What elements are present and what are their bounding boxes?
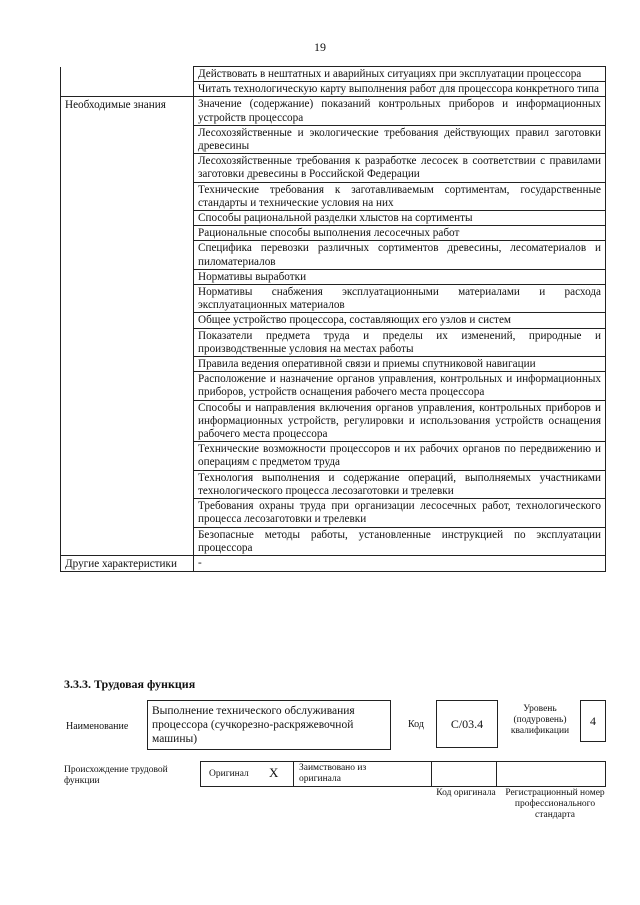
knowledge-item: Способы рациональной разделки хлыстов на сортименты xyxy=(194,211,606,226)
name-label: Наименование xyxy=(66,721,129,732)
skill-item: Читать технологическую карту выполнения работ для процессора конкретного типа xyxy=(194,82,606,97)
knowledge-item: Рациональные способы выполнения лесосечных работ xyxy=(194,226,606,241)
skill-item: Действовать в нештатных и аварийных ситуациях при эксплуатации процессора xyxy=(194,67,606,82)
origin-reg-cell xyxy=(496,761,606,787)
knowledge-item: Расположение и назначение органов управления, контрольных и информационных приборов, устройств оснащения рабочего места процессора xyxy=(194,372,606,400)
qualification-level-box: 4 xyxy=(580,700,606,742)
original-label: Оригинал xyxy=(209,769,249,779)
reg-number-label: Регистрационный номер профессионального стандарта xyxy=(505,788,605,820)
origin-label: Происхождение трудовой функции xyxy=(64,765,168,786)
page-number: 19 xyxy=(314,40,326,54)
knowledge-item: Лесохозяйственные и экологические требования действующих правил заготовки древесины xyxy=(194,125,606,153)
function-name-box: Выполнение технического обслуживания процессора (сучкорезно-раскряжевочной машины) xyxy=(147,700,391,750)
code-label: Код xyxy=(408,719,424,730)
other-label: Другие характеристики xyxy=(61,555,194,571)
knowledge-label: Необходимые знания xyxy=(61,97,194,556)
knowledge-item: Способы и направления включения органов управления, контрольных приборов и информационных устройств, регулировки и использования устройств оснащения рабочего места процессора xyxy=(194,400,606,442)
knowledge-item: Показатели предмета труда и пределы их изменений, природные и производственные условия на местах работы xyxy=(194,328,606,356)
table-row xyxy=(61,97,606,125)
knowledge-item: Лесохозяйственные требования к разработке лесосек в соответствии с правилами заготовки древесины в Российской Федерации xyxy=(194,154,606,182)
skills-label-cell xyxy=(61,67,194,97)
knowledge-item: Правила ведения оперативной связи и приемы спутниковой навигации xyxy=(194,357,606,372)
origin-code-cell xyxy=(431,761,497,787)
knowledge-item: Специфика перевозки различных сортиментов древесины, лесоматериалов и пиломатериалов xyxy=(194,241,606,269)
function-code-box: C/03.4 xyxy=(436,700,498,748)
section-heading: 3.3.3. Трудовая функция xyxy=(64,677,196,691)
origin-code-label: Код оригинала xyxy=(436,788,496,798)
knowledge-item: Значение (содержание) показаний контрольных приборов и информационных устройств процессора xyxy=(194,97,606,125)
knowledge-table xyxy=(60,66,606,572)
original-mark: X xyxy=(269,765,279,780)
knowledge-item: Общее устройство процессора, составляющих его узлов и систем xyxy=(194,313,606,328)
knowledge-item: Нормативы снабжения эксплуатационными материалами и расхода эксплуатационных материалов xyxy=(194,285,606,313)
other-value: - xyxy=(194,555,606,571)
level-label: Уровень (подуровень) квалификации xyxy=(510,704,570,736)
knowledge-item: Технические требования к заготавливаемым сортиментам, государственные стандарты и технические условия на них xyxy=(194,182,606,210)
knowledge-item: Технические возможности процессоров и их рабочих органов по передвижению и операциям с предметом труда xyxy=(194,442,606,470)
knowledge-item: Технология выполнения и содержание операций, выполняемых участниками технологического процесса лесозаготовки и трелевки xyxy=(194,470,606,498)
table-row xyxy=(61,555,606,571)
knowledge-item: Требования охраны труда при организации лесосечных работ, технологического процесса лесозаготовки и трелевки xyxy=(194,499,606,527)
origin-original-cell xyxy=(200,761,294,787)
origin-borrowed-cell xyxy=(293,761,432,787)
knowledge-item: Нормативы выработки xyxy=(194,269,606,284)
borrowed-label: Заимствовано из оригинала xyxy=(299,763,367,784)
knowledge-item: Безопасные методы работы, установленные инструкцией по эксплуатации процессора xyxy=(194,527,606,555)
table-row xyxy=(61,67,606,82)
